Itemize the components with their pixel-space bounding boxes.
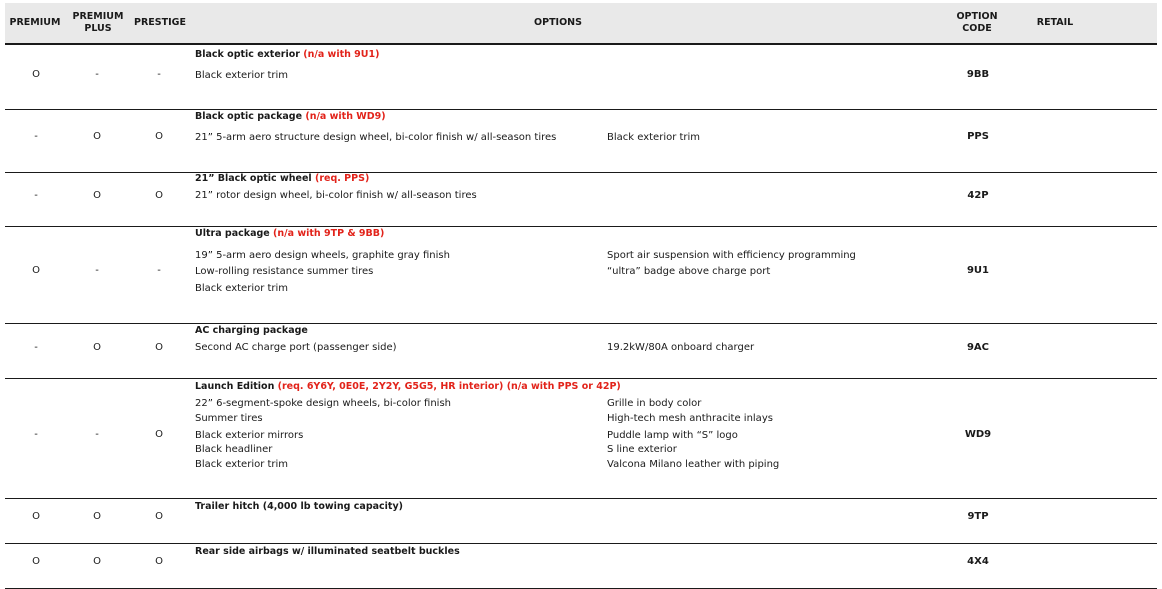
option-feature: 19.2kW/80A onboard charger [607,342,755,353]
availability-premium: - [34,342,38,353]
option-title [195,111,386,122]
availability-prestige: O [155,131,163,142]
option-title [195,228,384,239]
option-feature: 21” rotor design wheel, bi-color finish w/ all-season tires [195,190,477,201]
option-title [195,546,460,557]
option-feature: S line exterior [607,444,677,455]
option-code: PPS [967,131,989,142]
option-feature: Low-rolling resistance summer tires [195,266,374,277]
option-code: 9BB [966,69,990,80]
header-retail: RETAIL [1036,17,1074,28]
availability-premium-plus: O [93,342,101,353]
option-feature: Puddle lamp with “S” logo [607,430,738,441]
header-premium-plus: PREMIUM PLUS [72,11,124,34]
table-row [5,111,1157,173]
option-title [195,325,308,336]
option-feature: Valcona Milano leather with piping [607,459,780,470]
option-title [195,173,369,184]
option-feature: Black exterior trim [195,70,289,81]
option-feature: Black exterior trim [195,283,289,294]
availability-premium: O [32,69,40,80]
table-header [5,3,1157,45]
header-option-code: OPTION CODE [956,11,998,34]
option-feature: “ultra” badge above charge port [607,266,771,277]
availability-premium-plus: - [95,69,99,80]
table-row [5,545,1157,589]
option-feature: Second AC charge port (passenger side) [195,342,397,353]
option-feature: 21” 5-arm aero structure design wheel, bi-color finish w/ all-season tires [195,132,557,143]
option-feature: Black exterior trim [195,459,289,470]
option-restriction-note: (n/a with WD9) [305,111,386,122]
availability-premium: O [32,265,40,276]
option-restriction-note: (req. 6Y6Y, 0E0E, 2Y2Y, G5G5, HR interior) (n/a with PPS or 42P) [277,381,621,392]
option-title [195,501,403,512]
option-name: Launch Edition [195,381,275,392]
option-feature: Summer tires [195,413,263,424]
option-restriction-note: (n/a with 9U1) [303,49,380,60]
availability-premium-plus: - [95,429,99,440]
availability-premium: - [34,131,38,142]
availability-premium-plus: O [93,556,101,567]
table-row [5,174,1157,227]
option-name: Ultra package [195,228,270,239]
option-code: 4X4 [967,556,989,567]
option-title [195,49,379,60]
availability-premium-plus: O [93,190,101,201]
option-feature: 22” 6-segment-spoke design wheels, bi-color finish [195,398,451,409]
table-row [5,500,1157,544]
option-title [195,381,621,392]
option-name: Black optic package [195,111,303,122]
availability-prestige: O [155,511,163,522]
availability-prestige: O [155,556,163,567]
option-name: AC charging package [195,325,308,336]
option-code: 9U1 [966,265,990,276]
option-feature: Black exterior mirrors [195,430,304,441]
option-code: 9AC [966,342,990,353]
option-name: Rear side airbags w/ illuminated seatbelt buckles [195,546,460,557]
option-restriction-note: (n/a with 9TP & 9BB) [273,228,385,239]
availability-premium: O [32,556,40,567]
availability-premium-plus: O [93,511,101,522]
option-feature: Grille in body color [607,398,702,409]
table-row [5,48,1157,110]
option-feature: Black headliner [195,444,273,455]
header-prestige: PRESTIGE [134,17,186,28]
availability-premium-plus: O [93,131,101,142]
header-options: OPTIONS [534,17,582,28]
option-restriction-note: (req. PPS) [315,173,370,184]
option-name: 21” Black optic wheel [195,173,312,184]
option-code: 9TP [967,511,989,522]
option-code: WD9 [964,429,992,440]
option-code: 42P [967,190,989,201]
availability-premium: O [32,511,40,522]
availability-prestige: - [157,69,161,80]
table-row [5,325,1157,379]
option-feature: High-tech mesh anthracite inlays [607,413,773,424]
option-feature: 19” 5-arm aero design wheels, graphite gray finish [195,250,450,261]
availability-prestige: O [155,429,163,440]
table-row [5,380,1157,499]
table-row [5,228,1157,324]
availability-prestige: O [155,190,163,201]
availability-prestige: O [155,342,163,353]
availability-premium: - [34,429,38,440]
availability-prestige: - [157,265,161,276]
header-premium: PREMIUM [9,17,61,28]
option-feature: Black exterior trim [607,132,701,143]
availability-premium-plus: - [95,265,99,276]
option-name: Trailer hitch (4,000 lb towing capacity) [195,501,403,512]
availability-premium: - [34,190,38,201]
option-feature: Sport air suspension with efficiency programming [607,250,856,261]
option-name: Black optic exterior [195,49,300,60]
